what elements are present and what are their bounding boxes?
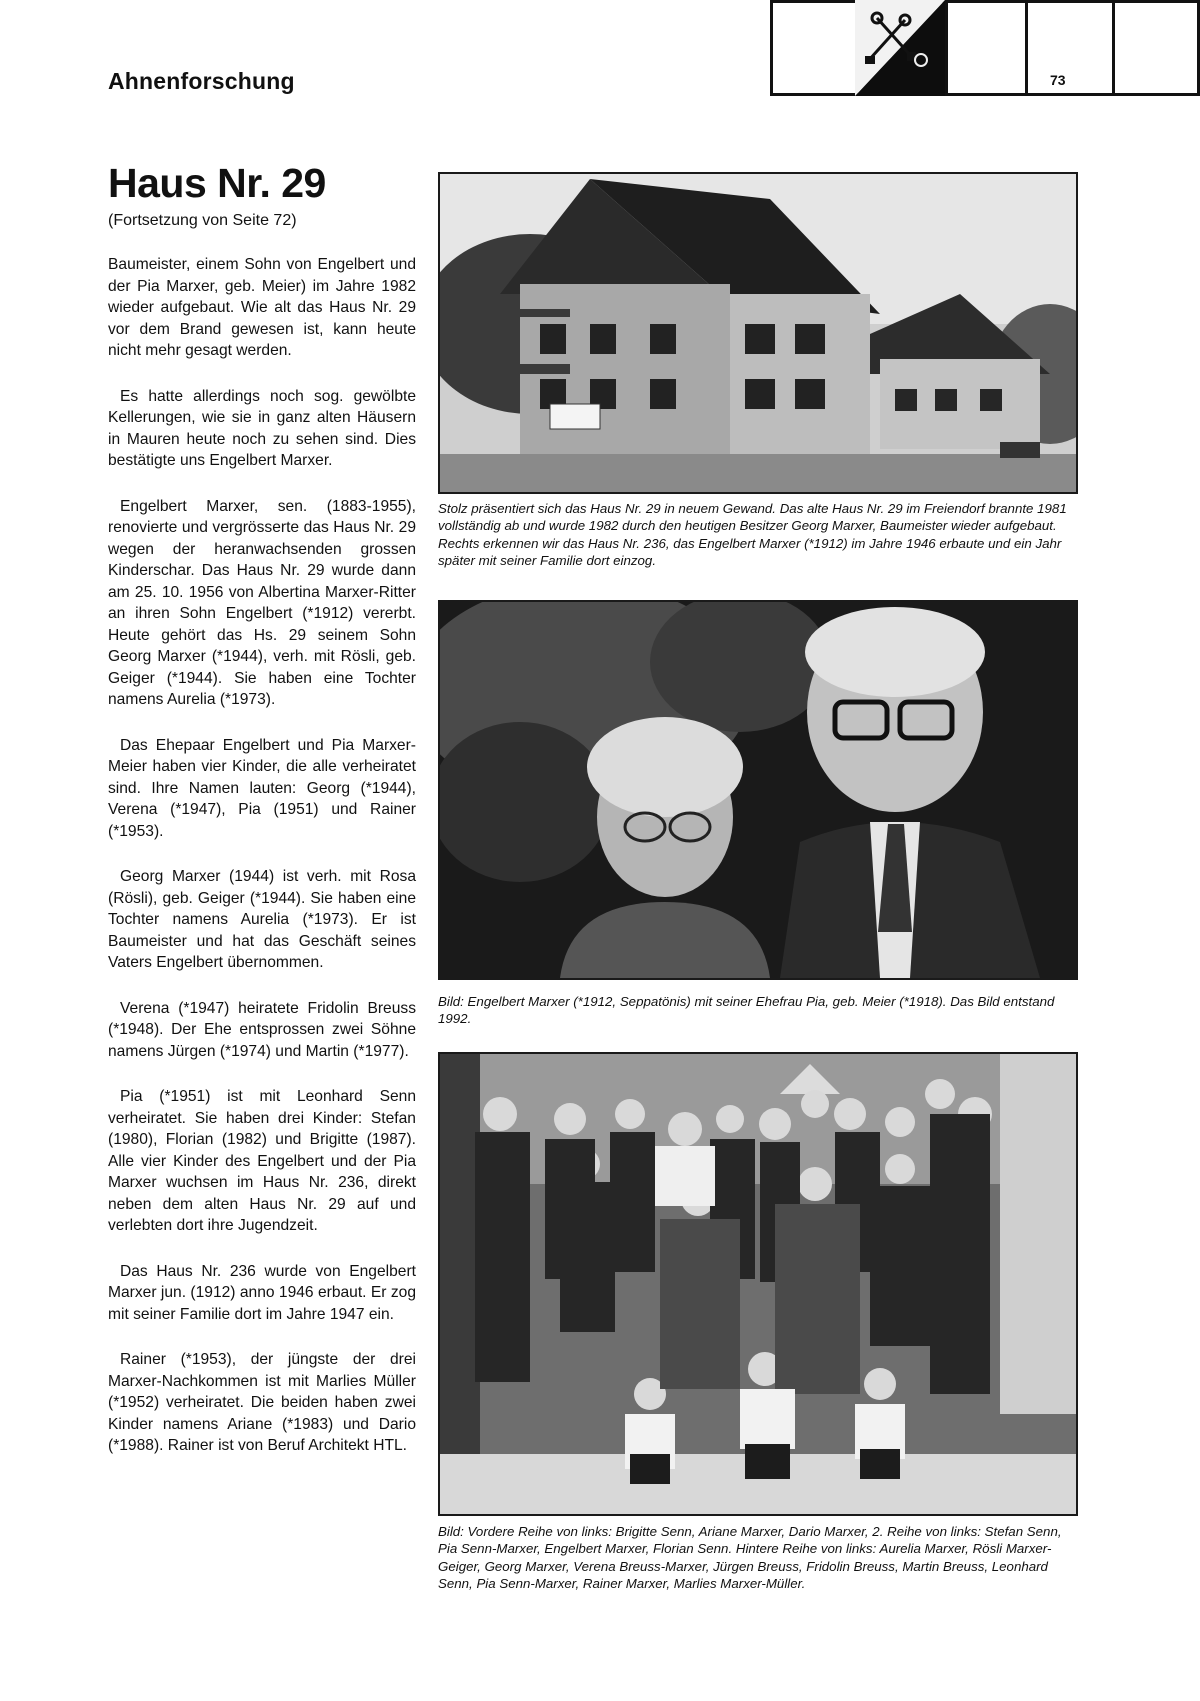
paragraph: Es hatte allerdings noch sog. gewölbte Kellerungen, wie sie in ganz alten Häusern in Mauren heute noch zu sehen sind. Dies bestätigte uns Engelbert Marxer. bbox=[108, 387, 416, 469]
article-title: Haus Nr. 29 bbox=[108, 160, 326, 206]
page-number: 73 bbox=[1050, 72, 1066, 88]
paragraph: Baumeister, einem Sohn von Engelbert und der Pia Marxer, geb. Meier) im Jahre 1982 wieder aufgebaut. Wie alt das Haus Nr. 29 vor dem Brand gewesen ist, kann heute nicht mehr gesagt werden. bbox=[108, 256, 416, 359]
house-photo bbox=[438, 172, 1078, 494]
paragraph: Verena (*1947) heiratete Fridolin Breuss (*1948). Der Ehe entsprossen zwei Söhne namens Jürgen (*1974) und Martin (*1977). bbox=[108, 999, 416, 1060]
paragraph: Pia (*1951) ist mit Leonhard Senn verheiratet. Sie haben drei Kinder: Stefan (1980), Florian (1982) und Brigitte (1987). Alle vier Kinder des Engelbert und der Pia Marxer wuchsen im Haus Nr. 236, direkt neben dem alten Haus Nr. 29 auf und verlebten dort ihre Jugendzeit. bbox=[108, 1088, 416, 1234]
paragraph: Georg Marxer (1944) ist verh. mit Rosa (Rösli), geb. Geiger (*1944). Sie haben eine Tochter namens Aurelia (*1973). Er ist Baumeister und hat das Geschäft seines Vaters Engelbert übernommen. bbox=[108, 868, 416, 971]
section-title: Ahnenforschung bbox=[108, 68, 295, 94]
crossed-tools-emblem-icon bbox=[855, 0, 945, 96]
paragraph: Rainer (*1953), der jüngste der drei Marxer-Nachkommen ist mit Marlies Müller (*1952) verheiratet. Die beiden haben zwei Kinder namens Ariane (*1983) und Dario (*1988). Rainer ist von Beruf Architekt HTL. bbox=[108, 1351, 416, 1454]
couple-photo bbox=[438, 600, 1078, 980]
couple-photo-caption: Bild: Engelbert Marxer (*1912, Seppatönis) mit seiner Ehefrau Pia, geb. Meier (*1918). Das Bild entstand 1992. bbox=[438, 994, 1055, 1027]
family-group-photo-caption: Bild: Vordere Reihe von links: Brigitte Senn, Ariane Marxer, Dario Marxer, 2. Reihe von links: Stefan Senn, Pia Senn-Marxer, Engelbert Marxer, Florian Senn. Hintere Reihe von links: Aurelia Marxer, Rösli Marxer-Geiger, Georg Marxer, Verena Breuss-Marxer, Jürgen Breuss, Fridolin Breuss, Martin Breuss, Leonhard Senn, Pia Senn-Marxer, Rainer Marxer, Marlies Marxer-Müller. bbox=[438, 1524, 1062, 1591]
paragraph: Engelbert Marxer, sen. (1883-1955), renovierte und vergrösserte das Haus Nr. 29 wegen der heranwachsenden grossen Kinderschar. Das Haus Nr. 29 wurde dann am 25. 10. 1956 von Albertina Marxer-Ritter an ihren Sohn Engelbert (*1912) vererbt. Heute gehört das Hs. 29 seinem Sohn Georg Marxer (*1944), verh. mit Rösli, geb. Geiger (*1944). Sie haben eine Tochter namens Aurelia (*1973). bbox=[108, 497, 416, 708]
paragraph: Das Ehepaar Engelbert und Pia Marxer-Meier haben vier Kinder, die alle verheiratet sind. Ihre Namen lauten: Georg (*1944), Verena (*1947), Pia (1951) und Rainer (*1953). bbox=[108, 736, 416, 840]
family-group-photo bbox=[438, 1052, 1078, 1516]
paragraph: Das Haus Nr. 236 wurde von Engelbert Marxer jun. (1912) anno 1946 erbaut. Er zog mit seiner Familie dort im Jahre 1947 ein. bbox=[108, 1262, 416, 1323]
article-subtitle: (Fortsetzung von Seite 72) bbox=[108, 212, 297, 229]
header-grid bbox=[770, 0, 1200, 96]
house-photo-caption: Stolz präsentiert sich das Haus Nr. 29 in neuem Gewand. Das alte Haus Nr. 29 im Freiendorf brannte 1981 vollständig ab und wurde 1982 durch den heutigen Besitzer Georg Marxer, Baumeister wieder aufgebaut. Rechts erkennen wir das Haus Nr. 236, das Engelbert Marxer (*1912) im Jahre 1946 erbaute und ein Jahr später mit seiner Familie dort einzog. bbox=[438, 501, 1067, 568]
article-body bbox=[108, 254, 416, 1481]
